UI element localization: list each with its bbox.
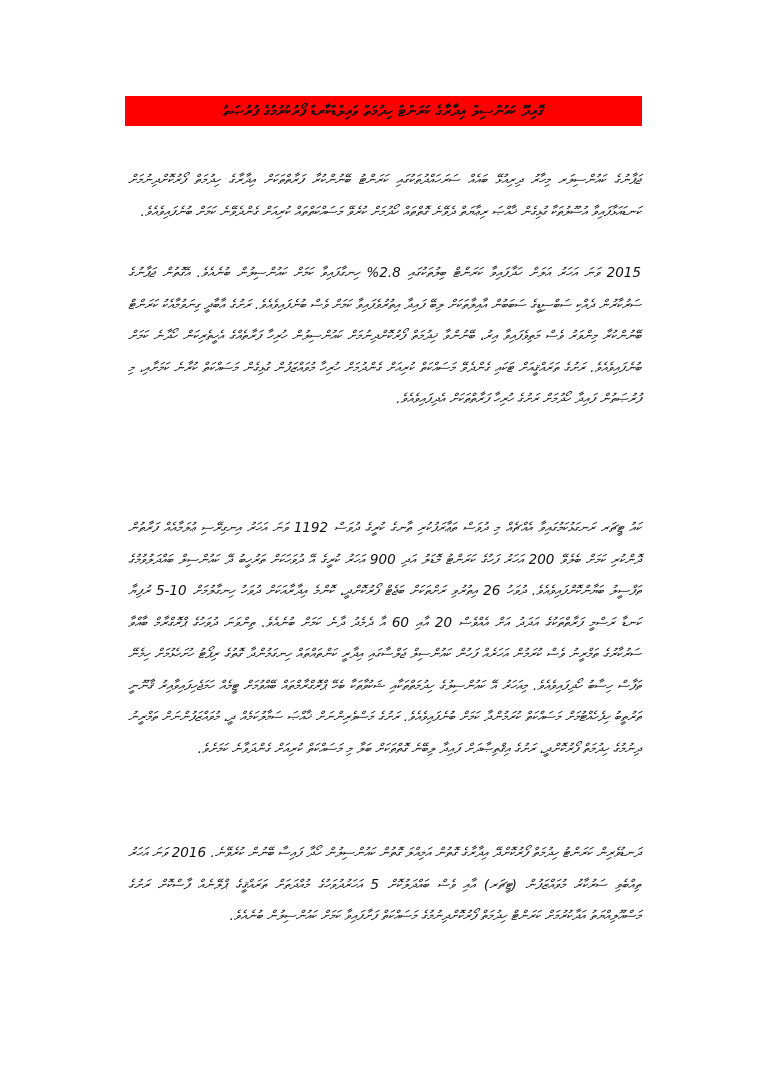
paragraph-2: 2015 ވަނަ އަހަރު އަލަށް ހަދާފައިވާ ކަރަންޓް ބިލުތަކުގައި 2.8% ހިނގާފައިވާ ކަމަށް ކައުންސިލުން ބުނެއެވެ. އެގޮތުން ޖަޕާނުގެ ސަރުކާރުން ދެއްކި ސަބްސިޑީގެ ސަބަބުން އާއިލާތަކަށް ލިބޭ ފައިދާ އިތުރުވެފައިވާ ކަމަށް ވެސް ބުނެފައިވެއެވެ. ރަށުގެ އާބާދީ ގިނަވުމާއެކު ކަރަންޓް ބޭނުންކުރާ މިންވަރު ވެސް މަތިވެފައިވާ އިރު، ބޭނުންވާ ޚިދުމަތް ފޯރުކޮށްދިނުމަށް ކައުންސިލުން ހުރިހާ ފަރާތެއްގެ އެހީތެރިކަން ހޯދާނެ ކަމަށް ބުނެފައިވެއެވެ. ރަށުގެ ތަރައްޤީއަށް ޓަކައި ގެންދެވޭ މަސައްކަތް ކުރިއަށް ގެންދުމަށް ހުރިހާ މުވައްޒަފުން ގުޅިގެން މަސައްކަތް ކުރާނެ ކަމަށާއި، މި ފުރުޞަތުން ފައިދާ ހޯދުމަށް ރަށުގެ ހުރިހާ ފަރާތްތަކަށް އެދިފައިވެއެވެ. [128,265,641,407]
paragraph-4: ދަނޑުވެރިން ކަރަންޓު ހިދުމަތް ފޯރުކޮށްދޭ އިދާރާގެ ގޮތުން އަމިއްލަ ގޮތުން ކައުންސިލުން ހޯދާ ފައިސާ ބޭނުން ކުރެވޭނެ. 2016 ވަނަ އަހަރު ތިއްބެވި ސަރުކާރު މުވައްޒަފުން (ޓީޗަރ) އާއި ވެސް ބައްދަލުކޮށް 5 އަހަރުދުވަހުގެ މުއްދަތަށް ތަރައްޤީގެ ޕްލޭނެއް ފާސްކޮށް ރަށުގެ މަސްއޫލިއްޔަތު އަދާކުރުމަށް ކަރަންޓް ހިދުމަތް ފޯރުކޮށްދިނުމުގެ މަސައްކަތް ފަށާފައިވާ ކަމަށް ކައުންސިލުން ބުނެއެވެ. [128,845,641,924]
paragraph-1: ޖަޕާނުގެ ކައުންސިލަރ މިހާރު ދިރިއުޅޭ ބައެއް ސަރަހައްދުތަކުގައި ކަރަންޓު ބޭނުންކުރާ ފަރާތްތަކަށް އިދާރާގެ ހިދުމަތް ފޯރުކޮށްދިނުމަށް ކަނޑައަޅާފައިވާ އުސޫލުތަކާ ގުޅިގެން ޚާއްޞަ ރިޢާޔަތް ދެވޭނެ ގޮތްތައް ހޯދުމަށް ކުރެވޭ މަސައްކަތްތައް ކުރިއަށް ގެންދެވޭނެ ކަމަށް ބުނެފައިވެއެވެ. [128,172,641,220]
paragraph-3: ކައު ޓީޗަރ ރަނގަޅުކަމުގައިވާ އެއްޗެއް މި ދުވަސް ތަޢާރަފުކުރި ތާނގެ ކުރީގެ ދުވަސް 1192 ވަނަ އަހަރު އިނގިރޭސި ޢުލަމާއެއް ފަރާތުން ދޮންކުރި ކަމަށް ބެލެވޭ 200 އަހަރު ފަހުގެ ކަރަންޓު މޮޑަލު އަދި 900 އަހަރު ކުރީގެ އޭ ދުވަހަކަށް ތަރުހީބު ދޭ ކައުންސިލް ބައްދަލުވުމުގެ ތަފްސީލު ބަޔާންކޮށްފައިވެއެވެ. ދުވަހު 26 އިތުރުވި ރަށްތަކަށް ބަޖެޓް ފޯރުކޮށްދީ، ކޮންމެ އިދާރާއަކަށް ދުވަހު ހިނގާލުމަށް 10-5 ރުފިޔާ ކަނޑާ ރަސްމީ ފަރާތްތަކުގެ އަދަދު އަށް އެއްވެސް 20 އާއި 60 އާ ދެމެދު ދާނެ ކަމަށް ބުނެއެވެ. ތިންވަނަ ދުވަހުގެ ޕްރޮގްރާމް ބާއްވާ ސަރުކާރުގެ ތަމްރީނު ވެސް ކުރަމުން އަހަރެއް ފަހުން ކައުންސިލް ޖަލްސާގައި އިދާރީ ކަންތައްތައް ހިނގަމުންދާ ގޮތުގެ ރިޕޯޓު ހުށަހެޅުމަށް ހިމެނޭ ތަފާސް ހިސާބު ހޯދިފައިވެއެވެ. މިއަހަރު އޭ ކައުންސިލުގެ ހިދުމަތްތަކާއި ޝަކުވާތަކާ ބެހޭ ޕްރޮގްރާމްތައް ބޭއްވުމަށް ޓީމެއް ހަމަޖެހިފައިވާއިރު ޤާނޫނީ ތަރުތީބު ހިފެހެއްޓުމަށް މަސައްކަތް ކުރަމުންދާ ކަމަށް ބުނެފައިވެއެވެ. ރަށުގެ މަސްވެރިންނަށް ޚާއްޞަ ސަމާލުކަމެއް ދީ، މުވައްޒަފުންނަށް ތަމްރީނު ދިނުމުގެ ހިދުމަތް ފޯރުކޮށްދީ، ރަށުގެ އިޤްތިޞާދަށް ފައިދާ ލިބޭނެ ގޮތްތަކަށް ބަލާ މި މަސައްކަތް ކުރިއަށް ގެންދަވާނެ ކަމަށެވެ. [128,520,642,757]
document-title: ގޮއިދޫ ކައުންސިލް އިދާރާގެ ކަރަންޓް ހިދުމަތް ވައިލްޑްކާރޑް ފޯރުކުރުމުގެ ފުރުޞަތު [125,96,642,126]
